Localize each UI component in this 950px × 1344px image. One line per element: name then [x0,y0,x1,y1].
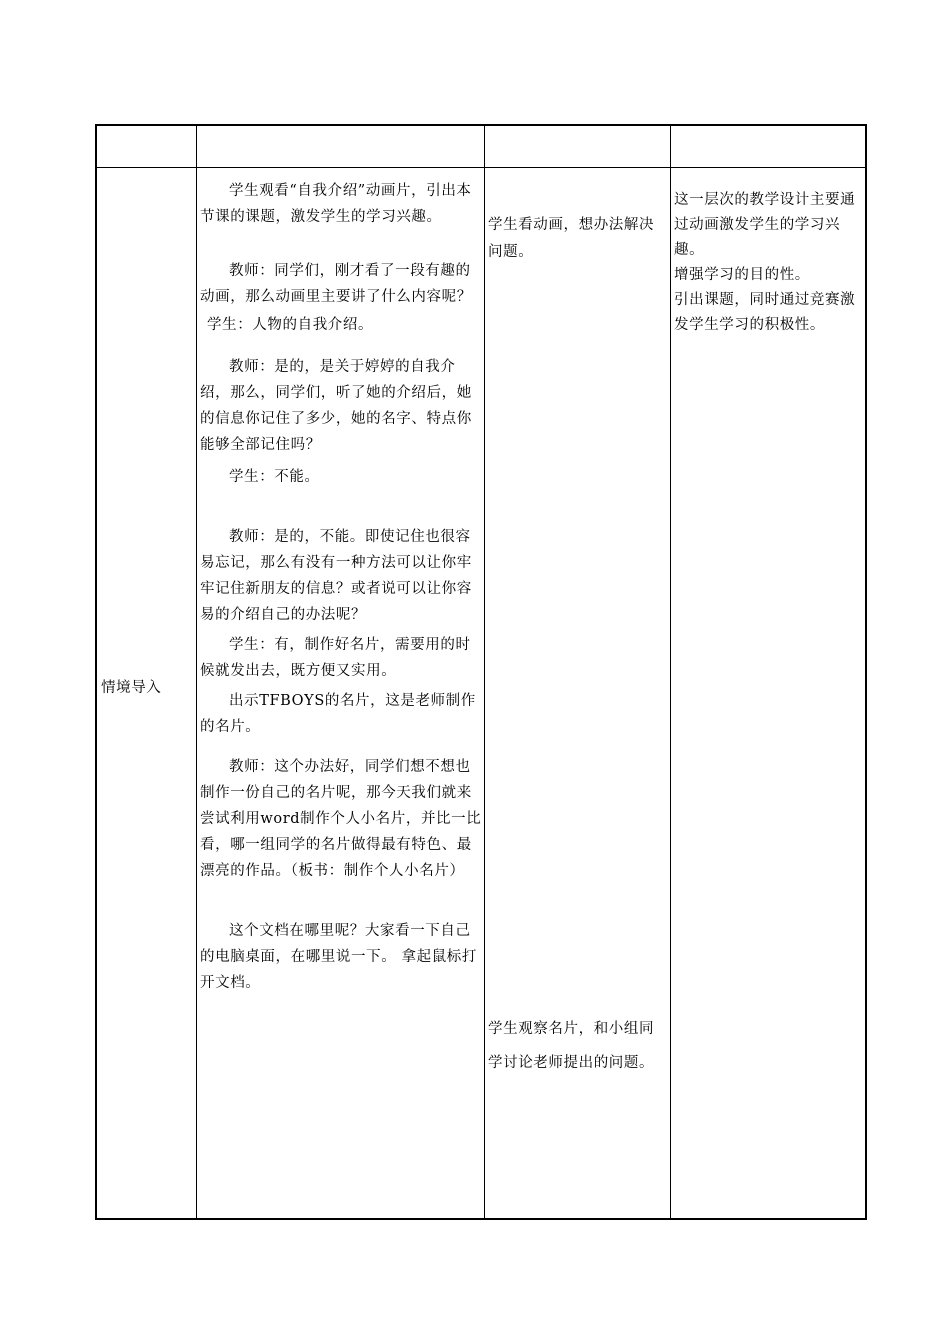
student-paragraph: 学生观察名片，和小组同学讨论老师提出的问题。 [488,1021,655,1071]
column-divider [484,126,485,1218]
header-row-divider [97,167,865,168]
student-activity-cell [488,1012,668,1080]
intent-paragraph: 增强学习的目的性。 [674,267,810,283]
teacher-paragraph: 学生观看“自我介绍”动画片，引出本节课的课题，激发学生的学习兴趣。 [200,183,472,225]
teacher-paragraph: 教师：是的，是关于婷婷的自我介绍，那么，同学们，听了她的介绍后，她的信息你记住了多少，她的名字、特点你能够全部记住吗？ [200,359,472,453]
teacher-paragraph: 教师：这个办法好，同学们想不想也制作一份自己的名片呢，那今天我们就来尝试利用word制作个人小名片，并比一比看，哪一组同学的名片做得最有特色、最漂亮的作品。（板书：制作个人小名片） [200,759,482,879]
teacher-paragraph: 学生：有，制作好名片，需要用的时候就发出去，既方便又实用。 [200,637,471,679]
teacher-paragraph: 教师：同学们，刚才看了一段有趣的动画，那么动画里主要讲了什么内容呢？ [200,263,472,305]
teacher-paragraph: 学生：人物的自我介绍。 [207,317,374,333]
design-intent-cell [674,188,864,338]
teacher-paragraph: 学生：不能。 [229,469,320,485]
stage-label: 情境导入 [101,680,162,696]
intent-paragraph: 这一层次的教学设计主要通过动画激发学生的学习兴趣。 [674,192,856,258]
student-activity-cell [488,212,668,266]
teacher-paragraph: 出示TFBOYS的名片，这是老师制作的名片。 [200,693,476,735]
column-divider [196,126,197,1218]
teacher-paragraph: 教师：是的，不能。即使记住也很容易忘记，那么有没有一种方法可以让你牢牢记住新朋友的信息？或者说可以让你容易的介绍自己的办法呢？ [200,529,472,623]
intent-paragraph: 引出课题，同时通过竞赛激发学生学习的积极性。 [674,292,856,333]
column-divider [670,126,671,1218]
student-paragraph: 学生看动画，想办法解决问题。 [488,217,655,260]
lesson-plan-table [95,124,867,1220]
teacher-activity-cell [200,178,482,996]
teacher-paragraph: 这个文档在哪里呢？大家看一下自己的电脑桌面，在哪里说一下。 拿起鼠标打开文档。 [200,923,478,991]
